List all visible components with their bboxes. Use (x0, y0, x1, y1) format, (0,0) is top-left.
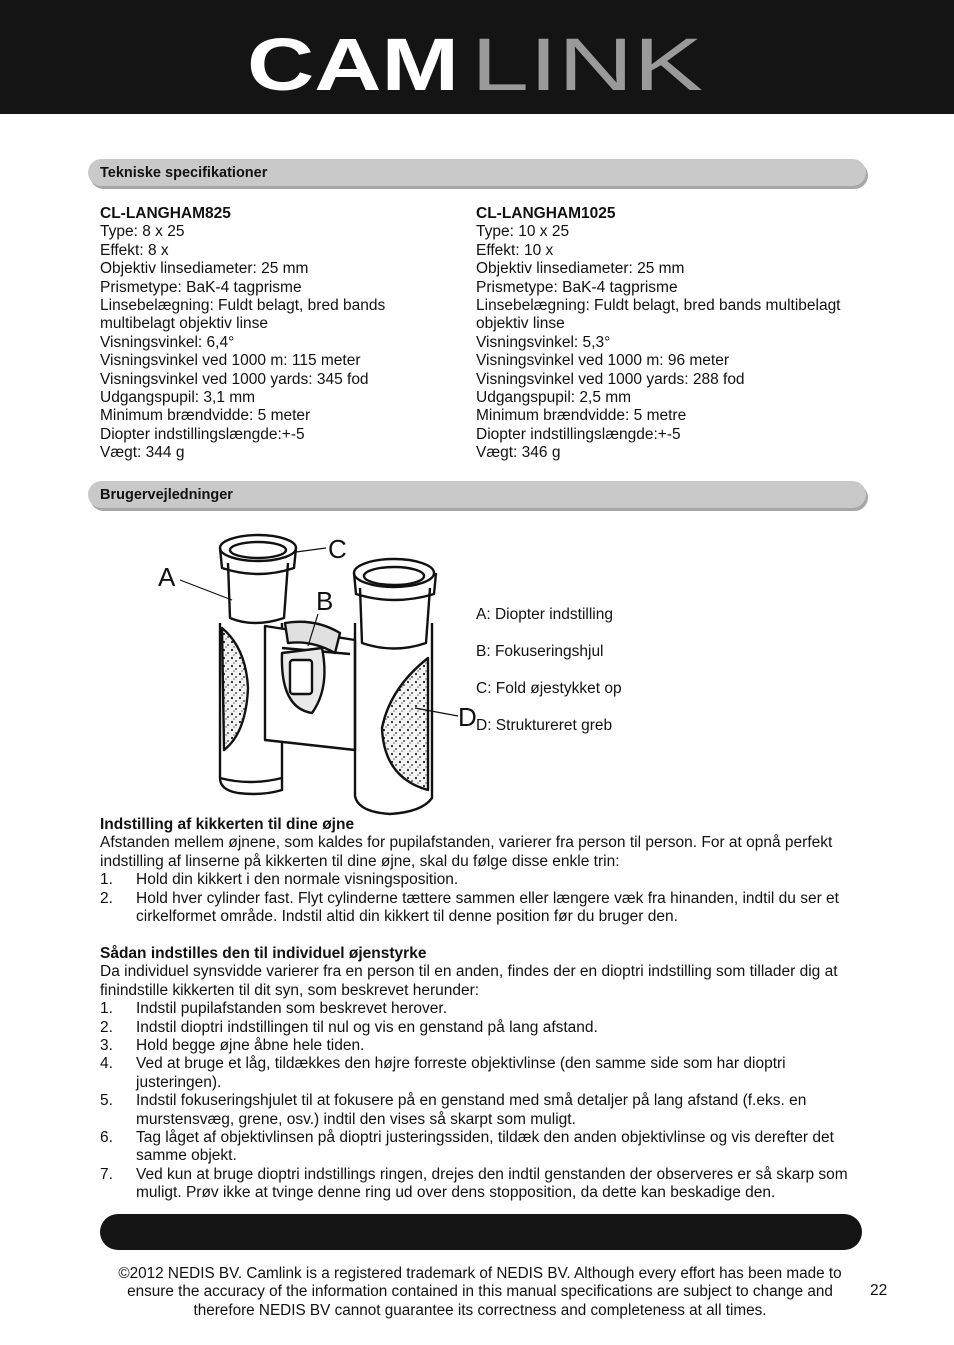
figure-label-a: A (158, 562, 176, 592)
section-header-specs (88, 159, 866, 186)
spec-line: Vægt: 344 g (100, 444, 185, 462)
step-item (100, 890, 860, 927)
spec-line: Diopter indstillingslængde:+-5 (100, 425, 305, 443)
page-number: 22 (870, 1282, 888, 1299)
spec-line: Minimum brændvidde: 5 meter (100, 407, 311, 425)
spec-line: Visningsvinkel ved 1000 yards: 345 fod (100, 370, 369, 388)
legend-item: C: Fold øjestykket op (476, 680, 622, 697)
paragraph: Afstanden mellem øjnene, som kaldes for pupilafstanden, varierer fra person til person. For at opnå perfekt indstilling af linserne på kikkerten til dine øjne, skal du følge disse enkle trin: (100, 834, 833, 870)
step-item (100, 1166, 860, 1203)
legend-item: B: Fokuseringshjul (476, 643, 604, 660)
figure-label-c: C (328, 534, 347, 564)
spec-line: Objektiv linsediameter: 25 mm (100, 260, 309, 278)
step-item (100, 1129, 860, 1166)
step-number: 6. (100, 1129, 113, 1147)
step-item (100, 1019, 860, 1037)
svg-text:CAM: CAM (247, 30, 459, 94)
step-text: Indstil dioptri indstillingen til nul og vis en genstand på lang afstand. (136, 1018, 598, 1036)
figure-label-b: B (316, 586, 334, 616)
spec-line: Type: 10 x 25 (476, 223, 570, 241)
spec-line: Prismetype: BaK-4 tagprisme (100, 278, 302, 296)
section-title: Brugervejledninger (100, 487, 233, 503)
step-text: Indstil fokuseringshjulet til at fokusere på en genstand med små detaljer på lang afstand (f.eks. en murstensvæg, grene, osv.) indtil den vises så skarpt som muligt. (136, 1092, 807, 1128)
step-number: 5. (100, 1092, 113, 1110)
step-text: Hold din kikkert i den normale visningsposition. (136, 871, 459, 889)
step-text: Hold hver cylinder fast. Flyt cylinderne tættere sammen eller længere væk fra hinanden, indtil du ser et cirkelformet område. Indstil altid din kikkert til denne position før du bruger den. (136, 889, 839, 926)
spec-line: Minimum brændvidde: 5 metre (476, 407, 687, 425)
step-number: 2. (100, 1018, 113, 1036)
subheading: Indstilling af kikkerten til dine øjne (100, 816, 355, 833)
step-text: Tag låget af objektivlinsen på dioptri justeringssiden, tildæk den anden objektivlinse og vis derefter det samme objekt. (136, 1129, 834, 1165)
spec-line: Visningsvinkel ved 1000 m: 96 meter (476, 352, 730, 370)
step-item (100, 1055, 860, 1092)
step-item (100, 1037, 860, 1055)
spec-line: Linsebelægning: Fuldt belagt, bred bands multibelagt objektiv linse (100, 297, 386, 333)
legend-item: D: Struktureret greb (476, 717, 613, 734)
step-number: 1. (100, 871, 113, 889)
steps-list (100, 871, 860, 926)
step-text: Hold begge øjne åbne hele tiden. (136, 1037, 365, 1055)
spec-line: Udgangspupil: 2,5 mm (476, 389, 632, 407)
spec-line: Linsebelægning: Fuldt belagt, bred bands multibelagt objektiv linse (476, 297, 841, 333)
spec-line: Visningsvinkel ved 1000 yards: 288 fod (476, 370, 745, 388)
step-text: Indstil pupilafstanden som beskrevet herover. (136, 1000, 448, 1018)
footer-bar (100, 1214, 862, 1250)
spec-line: Effekt: 8 x (100, 241, 169, 259)
subheading: Sådan indstilles den til individuel øjenstyrke (100, 945, 427, 962)
header-bar (0, 0, 954, 114)
step-item (100, 871, 860, 889)
section-adjust-eyes (100, 816, 860, 926)
binoculars-illustration (150, 528, 490, 820)
step-number: 2. (100, 889, 113, 907)
step-text: Ved kun at bruge dioptri indstillings ringen, drejes den indtil genstanden der observeres er så skarp som muligt. Prøv ikke at tvinge denne ring ud over dens stopposition, da dette kan beskadige den. (136, 1165, 848, 1202)
spec-line: Visningsvinkel ved 1000 m: 115 meter (100, 352, 361, 370)
step-number: 1. (100, 1000, 113, 1018)
section-header-guide (88, 481, 866, 508)
svg-text:LINK: LINK (471, 30, 703, 94)
copyright-notice: ©2012 NEDIS BV. Camlink is a registered trademark of NEDIS BV. Although every effort has been made to ensure the accuracy of the information contained in this manual specifications are subject to change and therefore NEDIS BV cannot guarantee its correctness and completeness at all times. (118, 1265, 842, 1319)
step-number: 7. (100, 1165, 113, 1183)
spec-column-right (476, 205, 866, 463)
spec-line: Visningsvinkel: 6,4° (100, 333, 235, 351)
section-title: Tekniske specifikationer (100, 165, 268, 181)
step-number: 3. (100, 1037, 113, 1055)
section-individual (100, 945, 860, 1203)
model-name: CL-LANGHAM825 (100, 205, 231, 222)
paragraph: Da individuel synsvidde varierer fra en person til en anden, findes der en dioptri indstilling som tillader dig at finindstille kikkerten til dit syn, som beskrevet herunder: (100, 963, 838, 999)
figure-legend (476, 606, 622, 754)
model-name: CL-LANGHAM1025 (476, 205, 616, 222)
spec-column-left (100, 205, 440, 463)
spec-line: Diopter indstillingslængde:+-5 (476, 425, 681, 443)
spec-line: Udgangspupil: 3,1 mm (100, 389, 256, 407)
legend-item: A: Diopter indstilling (476, 606, 613, 623)
spec-line: Effekt: 10 x (476, 241, 554, 259)
step-number: 4. (100, 1055, 113, 1073)
camlink-logo (247, 30, 707, 94)
step-item (100, 1000, 860, 1018)
step-item (100, 1092, 860, 1129)
spec-line: Vægt: 346 g (476, 444, 561, 462)
spec-line: Objektiv linsediameter: 25 mm (476, 260, 685, 278)
step-text: Ved at bruge et låg, tildækkes den højre forreste objektivlinse (den samme side som har dioptri justeringen). (136, 1055, 786, 1091)
spec-line: Prismetype: BaK-4 tagprisme (476, 278, 678, 296)
spec-line: Type: 8 x 25 (100, 223, 185, 241)
figure-label-d: D (458, 702, 477, 732)
steps-list (100, 1000, 860, 1202)
spec-line: Visningsvinkel: 5,3° (476, 333, 611, 351)
